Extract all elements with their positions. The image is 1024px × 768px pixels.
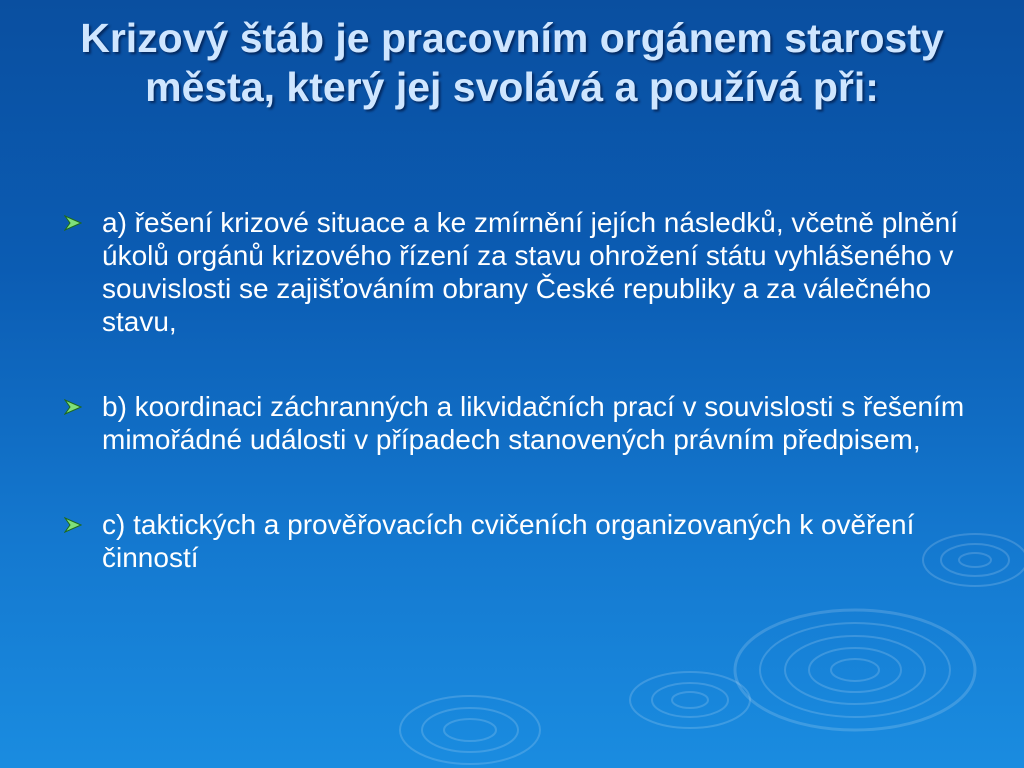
list-item xyxy=(62,508,992,574)
list-item xyxy=(62,390,992,456)
ripple-large xyxy=(735,610,975,730)
arrow-bullet-icon xyxy=(64,399,82,415)
list-item-text: c) taktických a prověřovacích cvičeních organizovaných k ověření činností xyxy=(102,509,915,573)
list-item-text: b) koordinaci záchranných a likvidačních prací v souvislosti s řešením mimořádné události v případech stanovených právním předpisem, xyxy=(102,391,965,455)
slide-title: Krizový štáb je pracovním orgánem starosty města, který jej svolává a používá při: xyxy=(80,15,944,110)
bullet-list xyxy=(62,206,992,626)
list-item-text: a) řešení krizové situace a ke zmírnění jejích následků, včetně plnění úkolů orgánů krizového řízení za stavu ohrožení státu vyhlášeného v souvislosti se zajišťováním obrany České republiky a za válečného stavu, xyxy=(102,207,958,337)
arrow-bullet-icon xyxy=(64,517,82,533)
ripple-bottom-middle xyxy=(630,672,750,728)
list-item xyxy=(62,206,992,338)
ripple-bottom-left xyxy=(400,696,540,764)
arrow-bullet-icon xyxy=(64,215,82,231)
